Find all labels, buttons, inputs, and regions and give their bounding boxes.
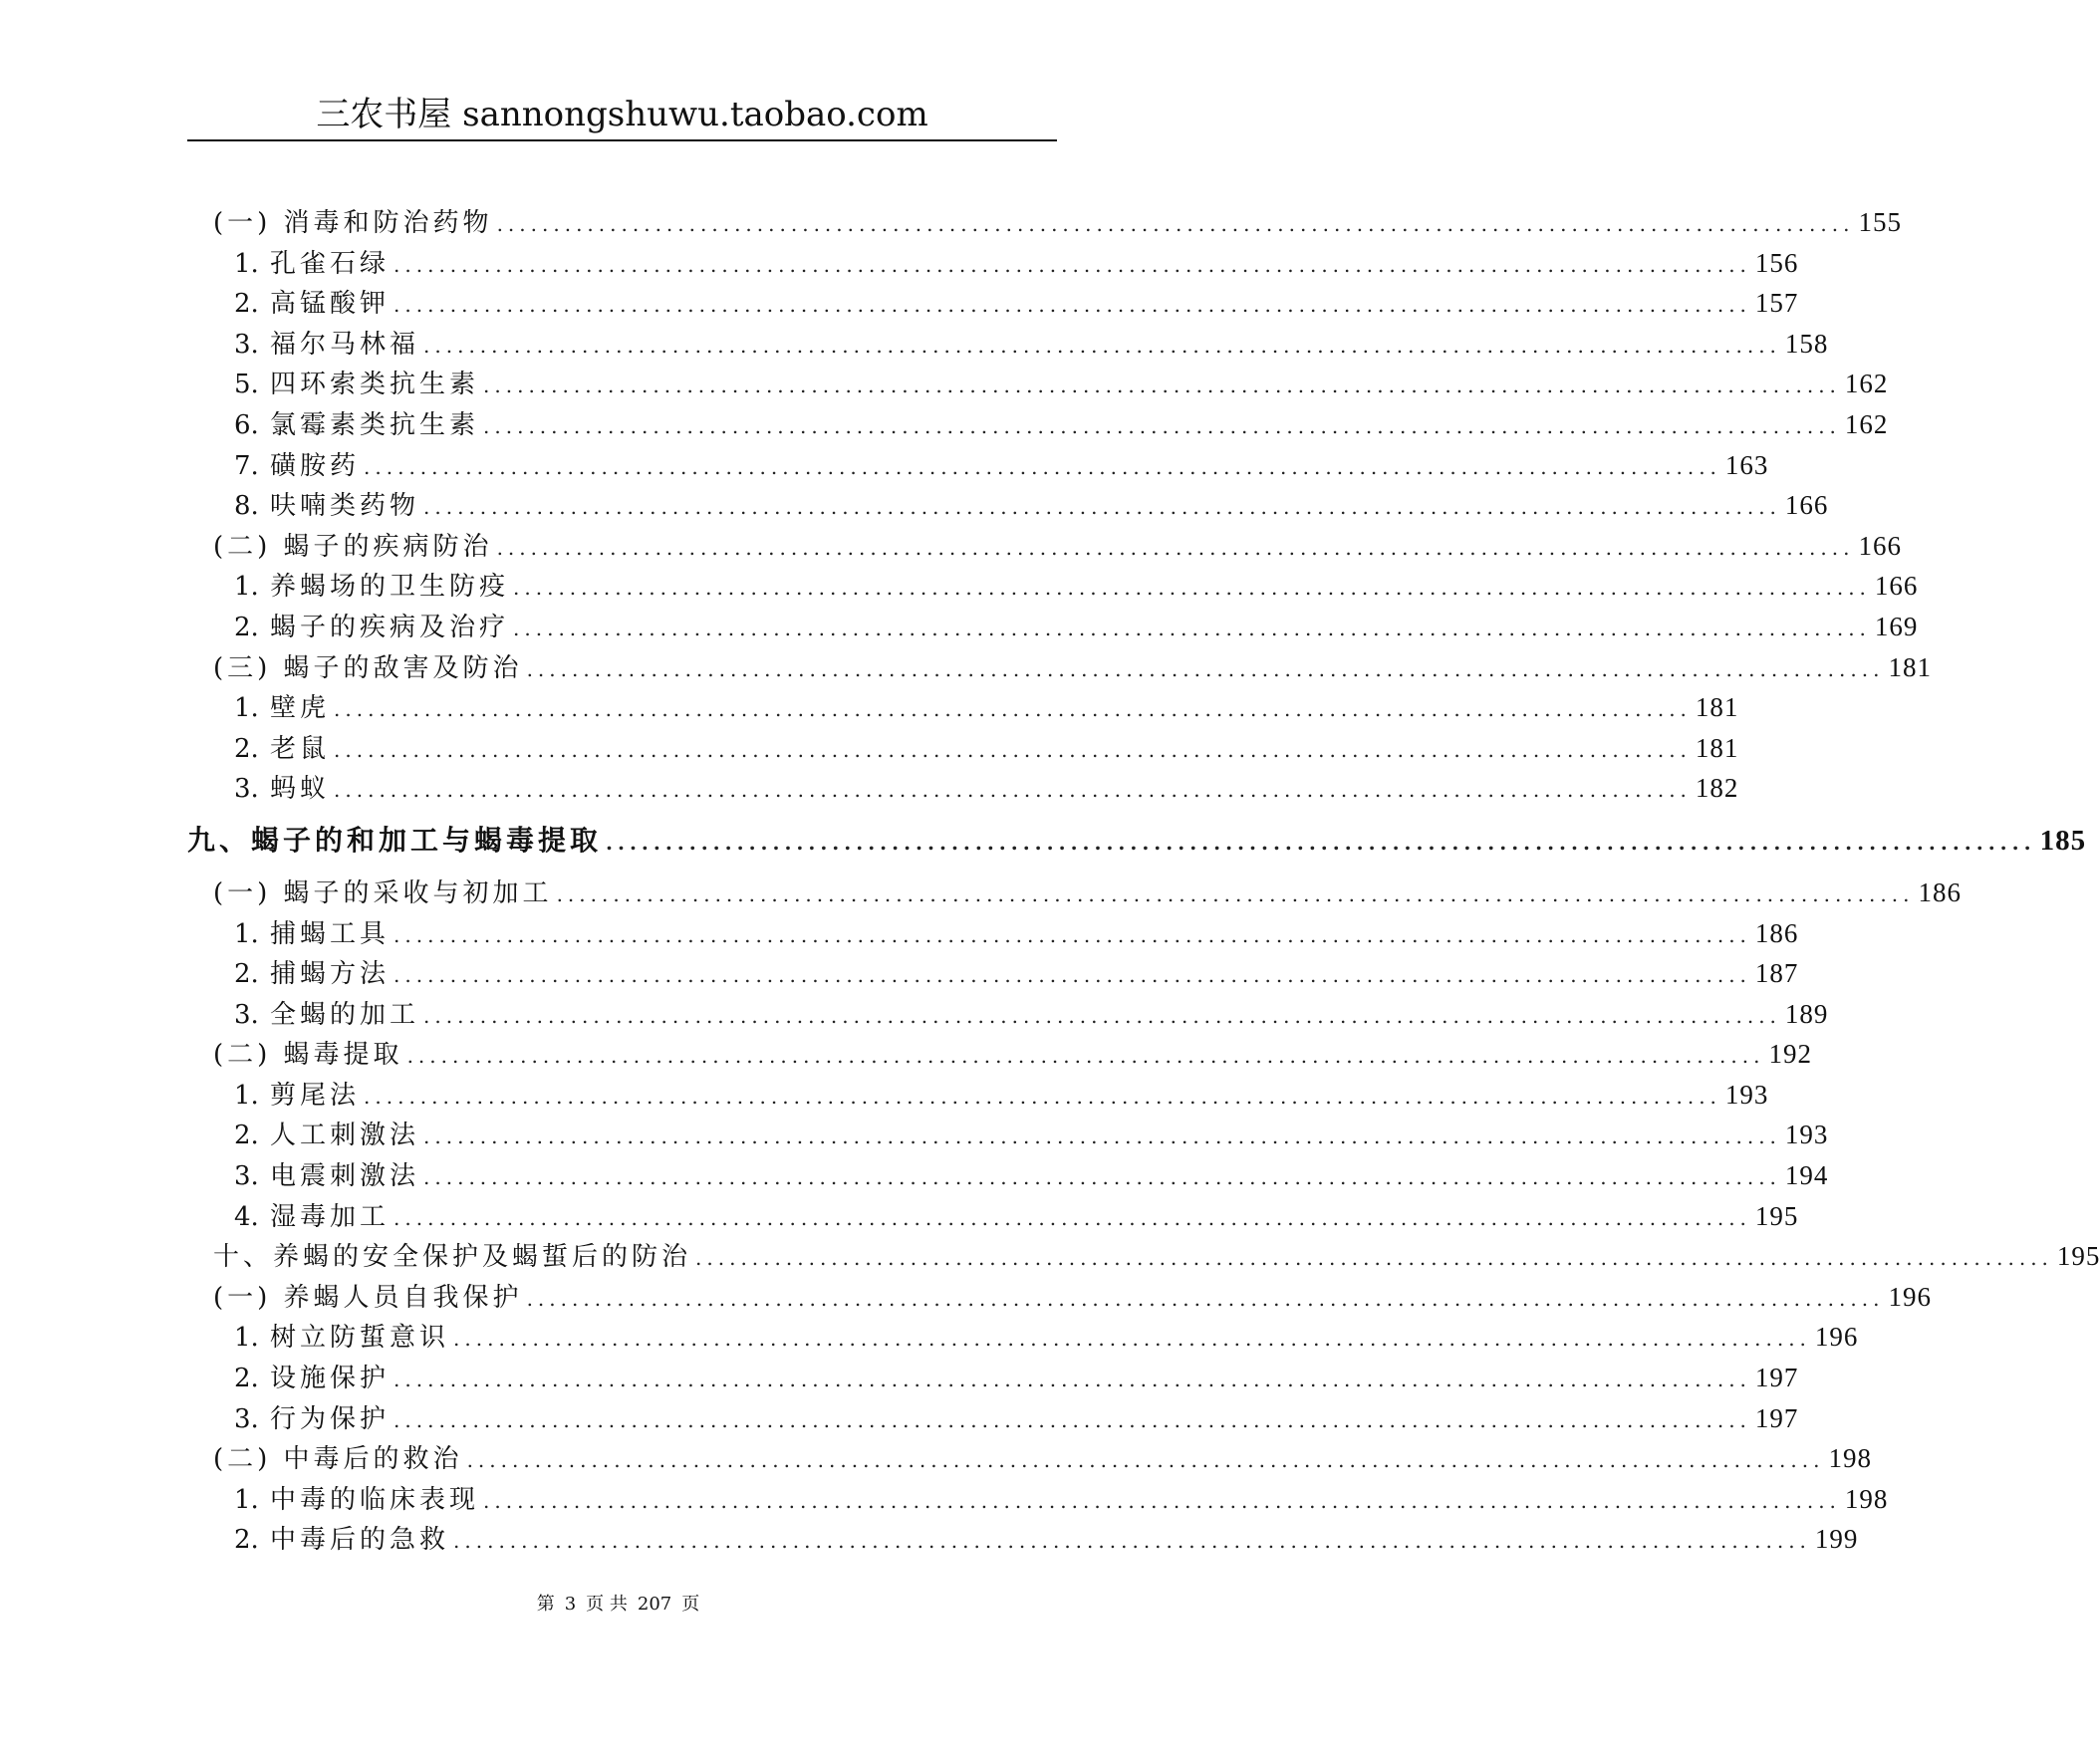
toc-entry-number: 2. [234, 1364, 259, 1394]
toc-entry[interactable] [187, 1438, 1872, 1479]
toc-entry-page-number: 181 [1695, 732, 1739, 763]
toc-entry-page-number: 158 [1784, 328, 1829, 359]
toc-entry[interactable] [187, 485, 1829, 526]
toc-entry-text: 磺胺药 [270, 450, 361, 481]
toc-entry[interactable] [187, 243, 1799, 284]
toc-dot-leader: ........................................................................................................................ [394, 963, 1751, 988]
toc-dot-leader: ........................................................................................................................ [394, 293, 1751, 318]
toc-entry-text: 全蝎的加工 [270, 999, 420, 1030]
toc-entry-text: (一) 消毒和防治药物 [213, 208, 493, 238]
toc-entry[interactable] [187, 1317, 1859, 1358]
toc-entry[interactable] [187, 687, 1739, 728]
toc-entry[interactable] [187, 994, 1829, 1035]
toc-entry-text: 蚂蚁 [270, 774, 331, 805]
toc-dot-leader: ........................................................................................................................ [334, 778, 1692, 803]
toc-entry-title [213, 874, 557, 914]
toc-entry-title [234, 1116, 423, 1156]
toc-entry-text: (二) 中毒后的救治 [213, 1444, 463, 1475]
toc-dot-leader: ........................................................................................................................ [483, 413, 1841, 438]
toc-entry-page-number: 156 [1754, 247, 1799, 278]
toc-entry-page-number: 189 [1784, 998, 1829, 1029]
toc-entry-text: (二) 蝎子的疾病防治 [213, 531, 493, 562]
table-of-contents [187, 202, 2100, 1560]
toc-entry-number: 3. [234, 999, 259, 1030]
toc-dot-leader: ........................................................................................................................ [483, 1488, 1841, 1513]
toc-dot-leader: ........................................................................................................................ [453, 1529, 1811, 1554]
toc-entry-text: 人工刺激法 [270, 1121, 420, 1151]
toc-entry-number: 4. [234, 1201, 259, 1232]
toc-entry[interactable] [187, 768, 1739, 809]
toc-entry-title [234, 567, 513, 608]
toc-entry-text: 中毒的临床表现 [270, 1484, 480, 1515]
toc-dot-leader: ........................................................................................................................ [513, 576, 1871, 601]
toc-entry[interactable] [187, 1236, 2100, 1277]
toc-dot-leader: ........................................................................................................................ [394, 1368, 1751, 1392]
toc-entry-number: 1. [234, 693, 259, 724]
toc-dot-leader: ........................................................................................................................ [394, 252, 1751, 277]
toc-entry-title [213, 1035, 407, 1076]
toc-entry-text: 捕蝎工具 [270, 918, 391, 949]
footer-mid: 页 共 [586, 1594, 628, 1615]
toc-dot-leader: ........................................................................................................................ [556, 881, 1915, 906]
toc-entry-page-number: 162 [1844, 408, 1889, 439]
toc-entry[interactable] [187, 953, 1799, 994]
toc-entry-number: 1. [234, 1080, 259, 1111]
toc-entry[interactable] [187, 283, 1799, 324]
toc-entry-text: 氯霉素类抗生素 [270, 409, 480, 440]
toc-entry-title [234, 284, 394, 325]
toc-entry-text: 孔雀石绿 [270, 248, 391, 279]
toc-entry-text: 养蝎场的卫生防疫 [270, 572, 510, 603]
toc-dot-leader: ........................................................................................................................ [334, 697, 1692, 722]
toc-entry-page-number: 185 [2039, 824, 2087, 857]
toc-entry-page-number: 197 [1754, 1363, 1799, 1393]
toc-entry-number: 1. [234, 1323, 259, 1354]
toc-entry-title [234, 1480, 483, 1521]
toc-entry-text: 湿毒加工 [270, 1201, 391, 1232]
toc-entry[interactable] [187, 526, 1902, 567]
toc-dot-leader: ........................................................................................................................ [394, 922, 1751, 947]
toc-entry-number: 2. [234, 289, 259, 320]
toc-entry-text: (一) 养蝎人员自我保护 [213, 1282, 523, 1313]
toc-entry[interactable] [187, 1115, 1829, 1155]
toc-entry-title [234, 486, 423, 527]
toc-entry-number: 3. [234, 1161, 259, 1192]
toc-dot-leader: ........................................................................................................................ [394, 1205, 1751, 1230]
toc-entry-title [213, 1439, 467, 1480]
toc-entry-page-number: 195 [1754, 1200, 1799, 1231]
toc-entry-page-number: 194 [1784, 1160, 1829, 1191]
toc-entry-title [213, 1237, 695, 1278]
toc-entry-page-number: 192 [1768, 1039, 1812, 1070]
footer-suffix: 页 [681, 1594, 700, 1615]
toc-entry-title [234, 244, 394, 285]
toc-entry-title [234, 729, 334, 770]
toc-entry-page-number: 199 [1814, 1524, 1859, 1555]
toc-dot-leader: ........................................................................................................................ [423, 333, 1781, 358]
toc-entry[interactable] [187, 404, 1889, 445]
toc-entry-page-number: 162 [1844, 369, 1889, 399]
toc-entry-number: 3. [234, 1403, 259, 1434]
toc-entry[interactable] [187, 1358, 1799, 1398]
toc-entry-text: 剪尾法 [270, 1080, 361, 1111]
toc-entry-number: 3. [234, 774, 259, 805]
toc-entry-title [213, 203, 497, 244]
toc-entry-title [234, 608, 513, 648]
toc-entry[interactable] [187, 1398, 1799, 1439]
toc-entry[interactable] [187, 1155, 1829, 1196]
toc-entry-title [234, 405, 483, 446]
header-divider [187, 139, 1057, 141]
toc-entry[interactable] [187, 1479, 1889, 1520]
toc-entry-title [234, 1359, 394, 1399]
toc-dot-leader: ........................................................................................................................ [364, 454, 1721, 479]
toc-entry-number: 2. [234, 612, 259, 642]
toc-entry-page-number: 166 [1858, 530, 1902, 561]
toc-entry[interactable] [187, 1519, 1859, 1560]
toc-entry-title [213, 527, 497, 568]
toc-entry-text: 老鼠 [270, 733, 331, 764]
toc-dot-leader: ........................................................................................................................ [695, 1246, 2053, 1271]
toc-entry-number: 2. [234, 733, 259, 764]
toc-entry-title [234, 1076, 364, 1117]
toc-entry-text: 呋喃类药物 [270, 491, 420, 522]
toc-entry[interactable] [187, 809, 2087, 873]
footer-total-pages: 207 [637, 1594, 672, 1615]
toc-entry-number: 8. [234, 491, 259, 522]
toc-entry-page-number: 198 [1828, 1443, 1872, 1474]
toc-entry-title [234, 1520, 453, 1561]
toc-entry-page-number: 196 [1888, 1281, 1932, 1312]
toc-entry[interactable] [187, 913, 1799, 954]
toc-entry-page-number: 186 [1918, 876, 1962, 907]
toc-entry-title [234, 365, 483, 405]
toc-entry-number: 1. [234, 1484, 259, 1515]
toc-dot-leader: ........................................................................................................................ [453, 1327, 1811, 1352]
toc-entry-text: (三) 蝎子的敌害及防治 [213, 652, 523, 683]
toc-entry-title [234, 954, 394, 995]
toc-entry[interactable] [187, 566, 1919, 607]
toc-dot-leader: ........................................................................................................................ [526, 1286, 1885, 1311]
toc-entry-title [234, 446, 364, 487]
toc-dot-leader: ........................................................................................................................ [513, 616, 1871, 640]
toc-dot-leader: ........................................................................................................................ [423, 1003, 1781, 1028]
footer-prefix: 第 [536, 1594, 555, 1615]
toc-entry-text: (一) 蝎子的采收与初加工 [213, 877, 553, 908]
page-footer [0, 1590, 1236, 1616]
toc-entry-page-number: 166 [1784, 490, 1829, 521]
toc-entry-text: 电震刺激法 [270, 1161, 420, 1192]
toc-entry-title [234, 688, 334, 729]
toc-entry-page-number: 193 [1784, 1120, 1829, 1150]
toc-dot-leader: ........................................................................................................................ [423, 1165, 1781, 1190]
toc-entry[interactable] [187, 324, 1829, 365]
toc-entry-text: (二) 蝎毒提取 [213, 1040, 403, 1071]
toc-entry[interactable] [187, 1075, 1769, 1116]
toc-entry-title [234, 1197, 394, 1238]
toc-entry-page-number: 169 [1874, 611, 1919, 641]
toc-entry[interactable] [187, 873, 1962, 913]
toc-entry-page-number: 193 [1724, 1079, 1769, 1110]
toc-entry-number: 7. [234, 450, 259, 481]
toc-entry[interactable] [187, 1277, 1932, 1318]
toc-entry-title [234, 769, 334, 810]
toc-entry-title [213, 648, 527, 689]
toc-entry-page-number: 163 [1724, 449, 1769, 480]
toc-entry-number: 6. [234, 409, 259, 440]
toc-entry-page-number: 186 [1754, 917, 1799, 948]
toc-entry-text: 十、养蝎的安全保护及蝎蜇后的防治 [213, 1242, 692, 1273]
toc-entry-text: 蝎子的疾病及治疗 [270, 612, 510, 642]
toc-entry-text: 壁虎 [270, 693, 331, 724]
footer-current-page: 3 [564, 1594, 577, 1615]
toc-entry[interactable] [187, 1034, 1812, 1075]
toc-entry-title [234, 1318, 453, 1359]
toc-dot-leader: ........................................................................................................................ [423, 495, 1781, 520]
toc-entry[interactable] [187, 364, 1889, 404]
toc-entry-number: 3. [234, 329, 259, 360]
toc-entry-title [234, 1156, 423, 1197]
toc-entry-page-number: 197 [1754, 1402, 1799, 1433]
toc-entry-title [234, 914, 394, 955]
toc-dot-leader: ........................................................................................................................ [606, 830, 2036, 855]
toc-entry-number: 2. [234, 959, 259, 990]
toc-entry-number: 1. [234, 918, 259, 949]
toc-entry-page-number: 196 [1814, 1322, 1859, 1353]
toc-dot-leader: ........................................................................................................................ [483, 374, 1841, 398]
toc-entry-title [213, 1278, 527, 1319]
toc-entry-page-number: 155 [1858, 207, 1902, 237]
toc-entry-title [234, 995, 423, 1036]
toc-entry-page-number: 198 [1844, 1483, 1889, 1514]
toc-dot-leader: ........................................................................................................................ [406, 1044, 1765, 1069]
toc-entry-page-number: 181 [1888, 651, 1932, 682]
page-header-title: 三农书屋 sannongshuwu.taobao.com [316, 95, 928, 134]
toc-dot-leader: ........................................................................................................................ [496, 212, 1855, 236]
toc-dot-leader: ........................................................................................................................ [466, 1448, 1825, 1473]
toc-entry-text: 高锰酸钾 [270, 289, 391, 320]
toc-entry-number: 2. [234, 1525, 259, 1556]
toc-entry-page-number: 181 [1695, 692, 1739, 723]
toc-entry-page-number: 195 [2056, 1241, 2100, 1272]
toc-dot-leader: ........................................................................................................................ [496, 535, 1855, 560]
toc-entry[interactable] [187, 647, 1932, 688]
toc-entry-title [187, 809, 606, 873]
toc-entry-title [234, 325, 423, 366]
toc-entry-text: 行为保护 [270, 1403, 391, 1434]
toc-entry-text: 设施保护 [270, 1364, 391, 1394]
toc-entry-text: 福尔马林福 [270, 329, 420, 360]
toc-entry-page-number: 182 [1695, 773, 1739, 804]
toc-entry-number: 5. [234, 370, 259, 400]
toc-entry[interactable] [187, 1196, 1799, 1237]
toc-entry[interactable] [187, 445, 1769, 486]
toc-dot-leader: ........................................................................................................................ [334, 737, 1692, 762]
toc-dot-leader: ........................................................................................................................ [423, 1124, 1781, 1149]
toc-dot-leader: ........................................................................................................................ [526, 656, 1885, 681]
toc-entry-number: 1. [234, 248, 259, 279]
toc-entry-page-number: 187 [1754, 958, 1799, 989]
toc-entry-text: 树立防蜇意识 [270, 1323, 450, 1354]
toc-entry-text: 四环索类抗生素 [270, 370, 480, 400]
toc-entry-number: 1. [234, 572, 259, 603]
toc-entry-page-number: 157 [1754, 288, 1799, 319]
toc-entry-page-number: 166 [1874, 571, 1919, 602]
toc-entry-title [234, 1399, 394, 1440]
toc-entry[interactable] [187, 728, 1739, 769]
toc-dot-leader: ........................................................................................................................ [394, 1407, 1751, 1432]
toc-entry-number: 2. [234, 1121, 259, 1151]
toc-entry-text: 捕蝎方法 [270, 959, 391, 990]
toc-entry-text: 中毒后的急救 [270, 1525, 450, 1556]
toc-entry[interactable] [187, 202, 1902, 243]
toc-entry-text: 九、蝎子的和加工与蝎毒提取 [187, 823, 603, 857]
toc-dot-leader: ........................................................................................................................ [364, 1084, 1721, 1109]
toc-entry[interactable] [187, 607, 1919, 647]
